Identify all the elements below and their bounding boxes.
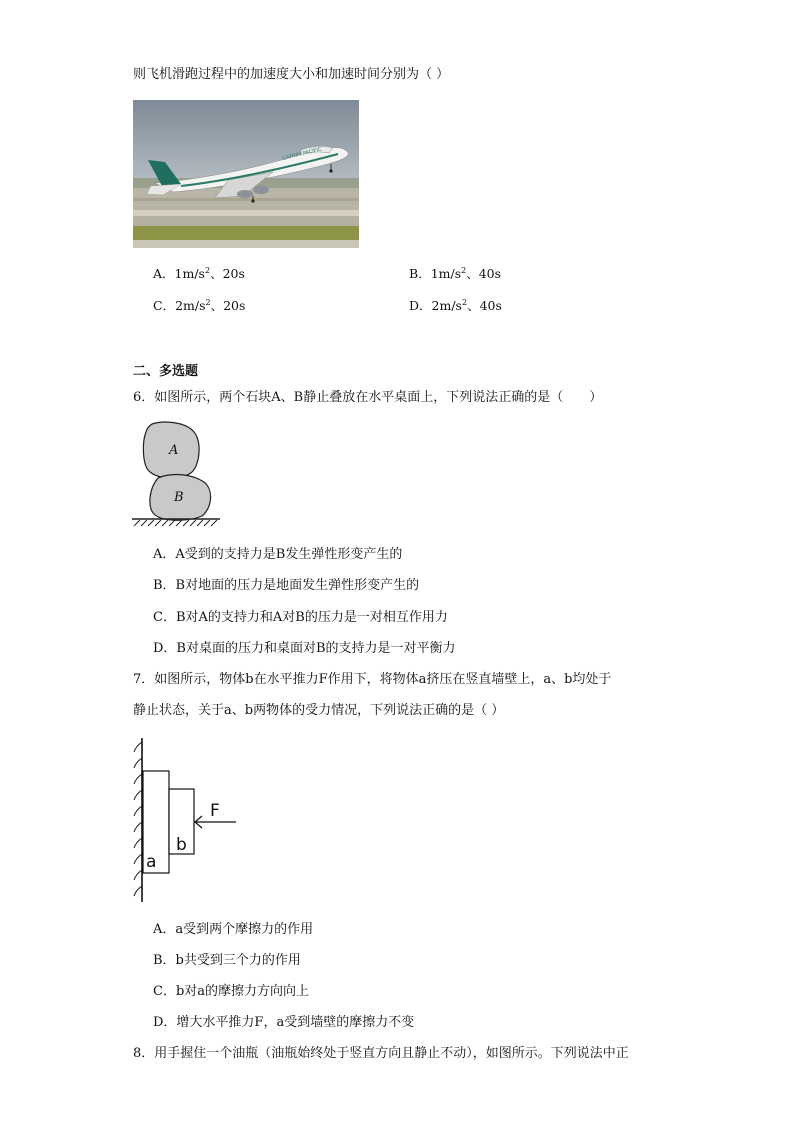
ground-hatching <box>134 520 217 526</box>
q7-option-b: B．b共受到三个力的作用 <box>153 953 301 968</box>
q5-option-a: A．$1m/s^2$、20s <box>153 265 245 281</box>
q5-option-d: D．$2m/s^2$、40s <box>409 297 502 313</box>
q7-option-a: A．a受到两个摩擦力的作用 <box>153 922 314 937</box>
wall-hatching <box>134 742 142 896</box>
q5-stem: 则飞机滑跑过程中的加速度大小和加速时间分别为（ ） <box>133 67 450 82</box>
q6-option-b: B．B对地面的压力是地面发生弹性形变产生的 <box>153 578 420 593</box>
force-label: F <box>210 801 220 821</box>
q5-option-b: B．$1m/s^2$、40s <box>409 265 502 281</box>
q7-stem-line1: 7．如图所示，物体b在水平推力F作用下，将物体a挤压在竖直墙壁上，a、b均处于 <box>133 672 612 687</box>
q7-option-d: D．增大水平推力F，a受到墙壁的摩擦力不变 <box>153 1015 415 1030</box>
livery-text: CATHAY PACIFIC <box>282 146 323 162</box>
stone-a-label: A <box>169 443 179 458</box>
stone-b-label: B <box>174 490 184 505</box>
q6-option-c: C．B对A的支持力和A对B的压力是一对相互作用力 <box>153 610 448 625</box>
q5-option-c: C．$2m/s^2$、20s <box>153 297 246 313</box>
q6-stones-figure <box>128 420 224 530</box>
section-title: 二、多选题 <box>133 364 199 379</box>
q6-option-a: A．A受到的支持力是B发生弹性形变产生的 <box>153 547 403 562</box>
q7-wall-figure <box>126 736 241 904</box>
block-b-label: b <box>176 835 187 855</box>
q6-stem: 6．如图所示，两个石块A、B静止叠放在水平桌面上，下列说法正确的是（ ） <box>133 390 603 405</box>
q6-option-d: D．B对桌面的压力和桌面对B的支持力是一对平衡力 <box>153 641 456 656</box>
block-a-label: a <box>146 852 157 872</box>
q7-option-c: C．b对a的摩擦力方向向上 <box>153 984 310 999</box>
q8-stem: 8．用手握住一个油瓶（油瓶始终处于竖直方向且静止不动），如图所示。下列说法中正 <box>133 1046 629 1061</box>
airplane-photo <box>133 100 359 248</box>
q7-stem-line2: 静止状态，关于a、b两物体的受力情况，下列说法正确的是（ ） <box>133 703 505 718</box>
